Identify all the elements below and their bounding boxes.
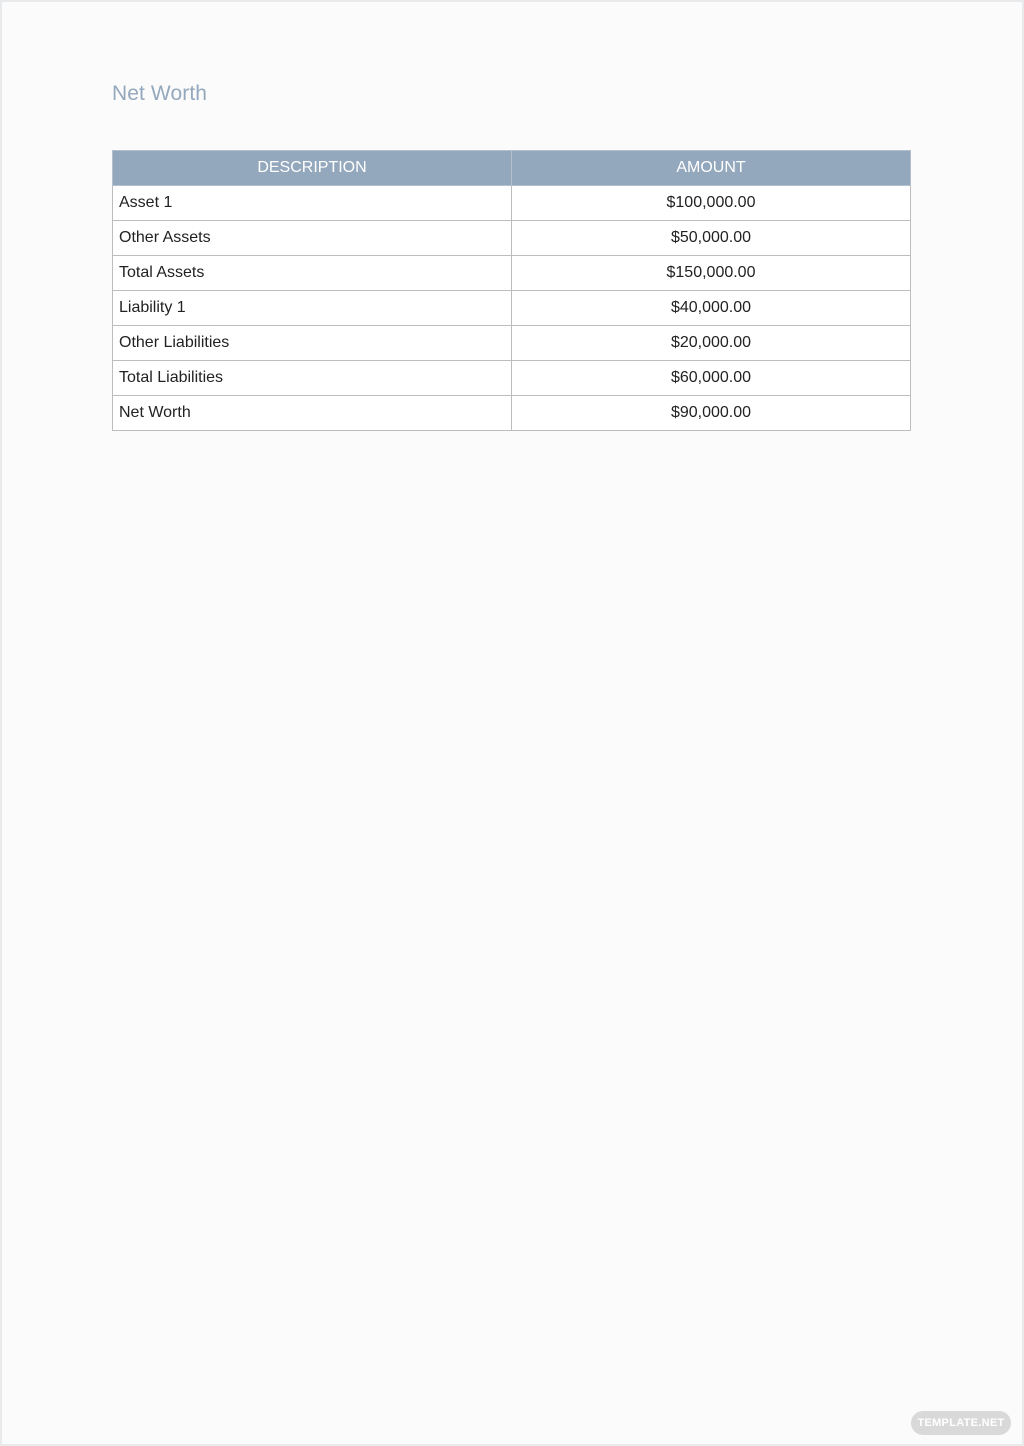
row-description: Net Worth: [113, 396, 512, 431]
row-amount: $100,000.00: [512, 186, 911, 221]
table-row: [113, 221, 911, 256]
row-description: Liability 1: [113, 291, 512, 326]
row-description: Total Liabilities: [113, 361, 512, 396]
row-amount: $90,000.00: [512, 396, 911, 431]
template-net-watermark: TEMPLATE.NET: [911, 1411, 1011, 1435]
column-header-description: DESCRIPTION: [113, 151, 512, 186]
row-amount: $150,000.00: [512, 256, 911, 291]
row-description: Asset 1: [113, 186, 512, 221]
table-row: [113, 256, 911, 291]
row-description: Other Assets: [113, 221, 512, 256]
table-row: [113, 186, 911, 221]
row-amount: $50,000.00: [512, 221, 911, 256]
net-worth-table: [112, 150, 911, 431]
table-row: [113, 291, 911, 326]
page-title: Net Worth: [112, 82, 208, 105]
row-amount: $60,000.00: [512, 361, 911, 396]
row-description: Total Assets: [113, 256, 512, 291]
row-amount: $20,000.00: [512, 326, 911, 361]
table-row: [113, 396, 911, 431]
table-row: [113, 361, 911, 396]
row-amount: $40,000.00: [512, 291, 911, 326]
column-header-amount: AMOUNT: [512, 151, 911, 186]
table-header-row: [113, 151, 911, 186]
table-row: [113, 326, 911, 361]
document-page: [2, 2, 1022, 1444]
row-description: Other Liabilities: [113, 326, 512, 361]
